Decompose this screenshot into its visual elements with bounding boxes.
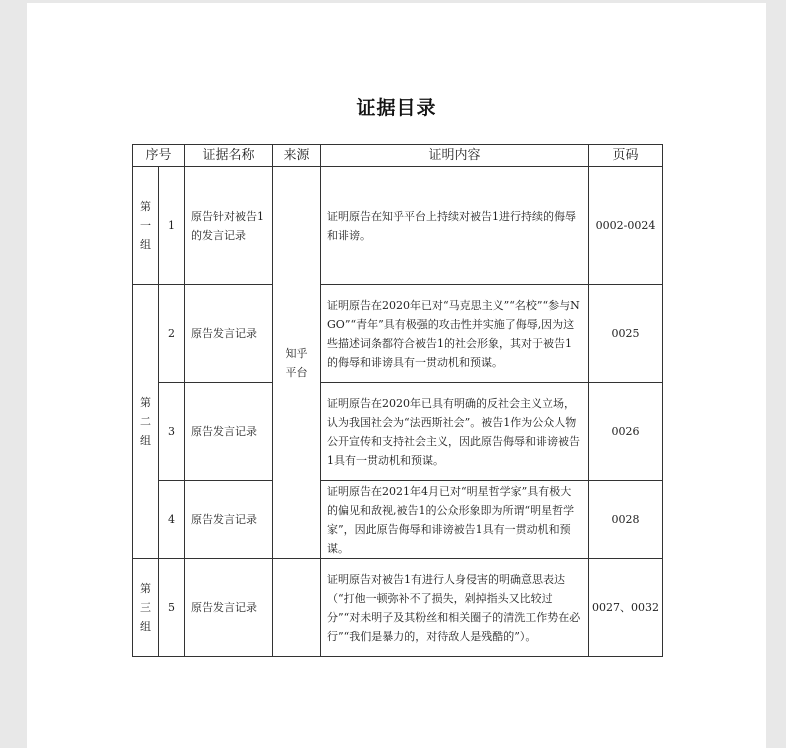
group-cell — [133, 285, 159, 559]
table-row — [133, 481, 663, 559]
content-cell: 证明原告在2020年已具有明确的反社会主义立场，认为我国社会为“法西斯社会”。被告1作为公众人物公开宣传和支持社会主义，因此原告侮辱和诽谤被告1具有一贯动机和预谋。 — [321, 383, 589, 481]
table-row — [133, 167, 663, 285]
header-name: 证据名称 — [185, 145, 273, 167]
document-title: 证据目录 — [356, 97, 437, 119]
group-label: 第三组 — [140, 582, 151, 633]
page-cell: 0025 — [589, 285, 663, 383]
source-label: 知乎平台 — [285, 346, 308, 379]
name-cell: 原告针对被告1的发言记录 — [185, 167, 273, 285]
group-label: 第二组 — [140, 396, 151, 447]
table-row — [133, 383, 663, 481]
content-cell: 证明原告在2021年4月已对“明星哲学家”具有极大的偏见和敌视,被告1的公众形象即为所谓“明星哲学家”，因此原告侮辱和诽谤被告1具有一贯动机和预谋。 — [321, 481, 589, 559]
name-cell: 原告发言记录 — [185, 383, 273, 481]
name-cell: 原告发言记录 — [185, 559, 273, 657]
content-cell: 证明原告在2020年已对“马克思主义”“名校”“参与NGO”“青年”具有极强的攻击性并实施了侮辱,因为这些描述词条都符合被告1的社会形象，其对于被告1 的侮辱和诽谤具有一贯动机和预谋。 — [321, 285, 589, 383]
page-cell: 0002-0024 — [589, 167, 663, 285]
page-cell: 0026 — [589, 383, 663, 481]
table-row — [133, 285, 663, 383]
evidence-table — [132, 144, 663, 657]
page-cell: 0028 — [589, 481, 663, 559]
name-cell: 原告发言记录 — [185, 481, 273, 559]
group-cell — [133, 559, 159, 657]
table-header-row — [133, 145, 663, 167]
index-cell: 3 — [159, 383, 185, 481]
index-cell: 5 — [159, 559, 185, 657]
content-cell: 证明原告在知乎平台上持续对被告1进行持续的侮辱和诽谤。 — [321, 167, 589, 285]
index-cell: 4 — [159, 481, 185, 559]
source-cell-empty — [273, 559, 321, 657]
header-page: 页码 — [589, 145, 663, 167]
index-cell: 1 — [159, 167, 185, 285]
group-cell — [133, 167, 159, 285]
group-label: 第一组 — [140, 200, 151, 251]
content-cell: 证明原告对被告1有进行人身侵害的明确意思表达（“打他一顿弥补不了损失，剁掉指头又比较过分”“对未明子及其粉丝和相关圈子的清洗工作势在必行”“我们是暴力的，对待敌人是残酷的”）。 — [321, 559, 589, 657]
header-content: 证明内容 — [321, 145, 589, 167]
header-index: 序号 — [133, 145, 185, 167]
source-cell — [273, 167, 321, 559]
document-page — [27, 3, 766, 748]
table-row — [133, 559, 663, 657]
header-source: 来源 — [273, 145, 321, 167]
page-cell: 0027、0032 — [589, 559, 663, 657]
index-cell: 2 — [159, 285, 185, 383]
name-cell: 原告发言记录 — [185, 285, 273, 383]
